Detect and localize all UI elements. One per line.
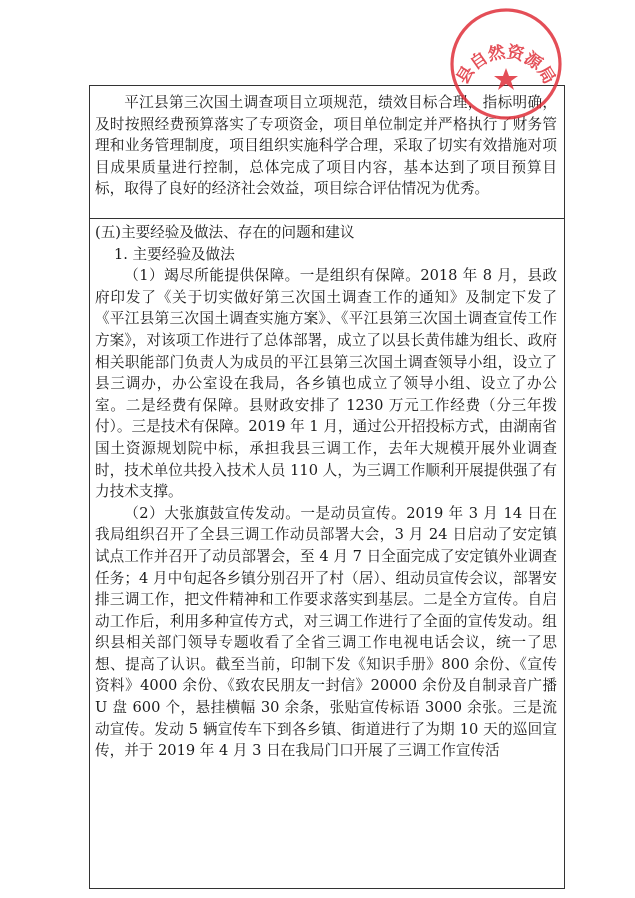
paragraph-guarantee: （1）竭尽所能提供保障。一是组织有保障。2018 年 8 月，县政府印发了《关于切实做好第三次国土调查工作的通知》及制定下发了《平江县第三次国土调查实施方案》、《平江县第三次国土调查宣传工作方案》，对该项工作进行了总体部署，成立了以县长黄伟雄为组长、政府相关职能部门负责人为成员的平江县第三次国土调查领导小组，设立了县三调办，办公室设在我局，各乡镇也成立了领导小组、设立了办公室。二是经费有保障。县财政安排了 1230 万元工作经费（分三年拨付）。三是技术有保障。2019 年 1 月，通过公开招投标方式，由湖南省国土资源规划院中标，承担我县三调工作，去年大规模开展外业调查时，技术单位共投入技术人员 110 人，为三调工作顺利开展提供强了有力技术支撑。 (95, 267, 557, 501)
seal-ring (452, 10, 560, 118)
conclusion-paragraph: 平江县第三次国土调查项目立项规范，绩效目标合理，指标明确，及时按照经费预算落实了专项资金，项目单位制定并严格执行了财务管理和业务管理制度，项目组织实施科学合理，采取了切实有效措施对项目成果质量进行控制，总体完成了项目内容，基本达到了项目预算目标，取得了良好的经济社会效益，项目综合评估情况为优秀。 (95, 94, 557, 198)
seal-text: 县自然资源局 (453, 42, 559, 88)
seal-star-icon (494, 68, 518, 90)
paragraph-publicity: （2）大张旗鼓宣传发动。一是动员宣传。2019 年 3 月 14 日在我局组织召开了全县三调工作动员部署大会，3 月 24 日启动了安定镇试点工作并召开了动员部署会，至 4 月 7 日全面完成了安定镇外业调查任务；4 月中旬起各乡镇分别召开了村（居）、组动员宣传会议，部署安排三调工作，把文件精神和工作要求落实到基层。二是全方宣传。自启动工作后，利用多种宣传方式，对三调工作进行了全面的宣传发动。组织县相关部门领导专题收看了全省三调工作电视电话会议，统一了思想、提高了认识。截至当前，印制下发《知识手册》800 余份、《宣传资料》4000 余份、《致农民朋友一封信》20000 余份及自制录音广播 U 盘 600 个，悬挂横幅 30 余条，张贴宣传标语 3000 余张。三是流动宣传。发动 5 辆宣传车下到各乡镇、街道进行了为期 10 天的巡回宣传，并于 2019 年 4 月 3 日在我局门口开展了三调工作宣传活 (95, 504, 557, 760)
section-heading: (五)主要经验及做法、存在的问题和建议 (95, 224, 355, 241)
subsection-heading: 1. 主要经验及做法 (113, 245, 235, 263)
official-seal-stamp (446, 4, 566, 124)
cell-divider (90, 218, 564, 219)
experience-cell (95, 222, 557, 762)
